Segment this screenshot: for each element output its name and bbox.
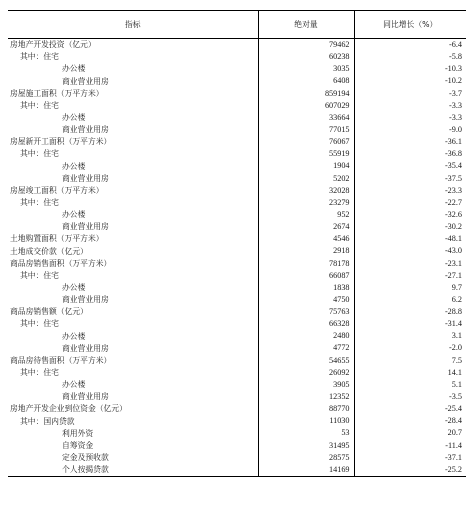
row-yoy-change: 7.5 [354, 355, 466, 367]
row-indicator-label: 定金及预收款 [62, 452, 109, 462]
row-indicator [8, 245, 258, 257]
table-row [8, 233, 466, 245]
row-yoy-change: -3.5 [354, 391, 466, 403]
row-absolute-value: 53 [258, 428, 354, 440]
row-indicator [8, 88, 258, 100]
table-row [8, 343, 466, 355]
row-indicator-label: 商业营业用房 [62, 295, 109, 305]
row-yoy-change: -23.1 [354, 258, 466, 270]
row-yoy-change: -25.4 [354, 403, 466, 415]
row-indicator-label: 商品房销售额（亿元） [10, 307, 88, 317]
row-indicator-label: 其中：住宅 [20, 52, 59, 62]
row-indicator-label: 办公楼 [62, 161, 86, 171]
row-indicator [8, 51, 258, 63]
table-row [8, 294, 466, 306]
row-absolute-value: 55919 [258, 148, 354, 160]
table-row [8, 88, 466, 100]
row-indicator-label: 其中：住宅 [20, 198, 59, 207]
table-row [8, 440, 466, 452]
header-absolute: 绝对量 [258, 11, 354, 39]
row-indicator-label: 土地购置面积（万平方米） [10, 234, 104, 244]
table-row [8, 75, 466, 87]
row-absolute-value: 75763 [258, 306, 354, 318]
row-indicator [8, 160, 258, 172]
header-indicator: 指标 [8, 11, 258, 39]
row-yoy-change: -6.4 [354, 39, 466, 52]
table-header [8, 11, 466, 39]
row-absolute-value: 2918 [258, 245, 354, 257]
row-yoy-change: 9.7 [354, 282, 466, 294]
row-indicator [8, 136, 258, 148]
row-indicator-label: 其中：国内贷款 [20, 416, 75, 426]
row-yoy-change: -37.1 [354, 452, 466, 464]
row-indicator-label: 房屋施工面积（万平方米） [10, 88, 104, 98]
row-indicator-label: 其中：住宅 [20, 319, 59, 329]
row-absolute-value: 32028 [258, 185, 354, 197]
table-row [8, 173, 466, 185]
row-indicator [8, 282, 258, 294]
row-yoy-change: -3.3 [354, 100, 466, 112]
row-absolute-value: 11030 [258, 415, 354, 427]
row-yoy-change: 5.1 [354, 379, 466, 391]
table-body [8, 39, 466, 477]
table-row [8, 428, 466, 440]
row-yoy-change: -36.8 [354, 148, 466, 160]
table-row [8, 112, 466, 124]
table-row [8, 258, 466, 270]
row-indicator-label: 商品房销售面积（万平方米） [10, 258, 112, 268]
row-indicator-label: 房地产开发企业到位资金（亿元） [10, 404, 127, 414]
row-absolute-value: 4750 [258, 294, 354, 306]
row-absolute-value: 60238 [258, 51, 354, 63]
table-row [8, 197, 466, 209]
row-indicator [8, 367, 258, 379]
row-yoy-change: -23.3 [354, 185, 466, 197]
row-indicator-label: 办公楼 [62, 331, 86, 341]
row-indicator [8, 379, 258, 391]
row-indicator-label: 商业营业用房 [62, 76, 109, 86]
row-yoy-change: -27.1 [354, 270, 466, 282]
row-yoy-change: -31.4 [354, 318, 466, 330]
row-indicator [8, 124, 258, 136]
row-indicator [8, 148, 258, 160]
table-row [8, 415, 466, 427]
row-indicator [8, 318, 258, 330]
table-row [8, 367, 466, 379]
row-yoy-change: -5.8 [354, 51, 466, 63]
row-absolute-value: 1838 [258, 282, 354, 294]
row-indicator [8, 343, 258, 355]
row-indicator [8, 355, 258, 367]
row-absolute-value: 78178 [258, 258, 354, 270]
table-row [8, 185, 466, 197]
table-row [8, 39, 466, 52]
row-yoy-change: -9.0 [354, 124, 466, 136]
row-yoy-change: -10.3 [354, 63, 466, 75]
row-indicator-label: 商业营业用房 [62, 343, 109, 353]
table-row [8, 391, 466, 403]
row-indicator [8, 428, 258, 440]
row-indicator-label: 办公楼 [62, 380, 86, 390]
row-absolute-value: 77015 [258, 124, 354, 136]
row-indicator [8, 403, 258, 415]
row-indicator-label: 办公楼 [62, 64, 86, 74]
row-yoy-change: -28.8 [354, 306, 466, 318]
row-indicator-label: 房屋竣工面积（万平方米） [10, 185, 104, 195]
table-row [8, 452, 466, 464]
row-yoy-change: -10.2 [354, 75, 466, 87]
table-row [8, 403, 466, 415]
table-row [8, 318, 466, 330]
table-row [8, 160, 466, 172]
statistics-table [8, 10, 466, 477]
row-absolute-value: 66328 [258, 318, 354, 330]
row-indicator-label: 利用外资 [62, 428, 94, 438]
row-absolute-value: 4546 [258, 233, 354, 245]
row-yoy-change: -30.2 [354, 221, 466, 233]
row-indicator [8, 294, 258, 306]
row-indicator [8, 391, 258, 403]
row-indicator-label: 商业营业用房 [62, 173, 109, 183]
row-absolute-value: 76067 [258, 136, 354, 148]
row-indicator-label: 办公楼 [62, 210, 86, 220]
row-indicator-label: 商业营业用房 [62, 222, 109, 232]
row-indicator-label: 其中：住宅 [20, 149, 59, 159]
row-indicator [8, 440, 258, 452]
row-yoy-change: 6.2 [354, 294, 466, 306]
row-yoy-change: -28.4 [354, 415, 466, 427]
row-absolute-value: 952 [258, 209, 354, 221]
row-indicator-label: 土地成交价款（亿元） [10, 246, 88, 256]
row-absolute-value: 88770 [258, 403, 354, 415]
row-absolute-value: 26092 [258, 367, 354, 379]
row-absolute-value: 33664 [258, 112, 354, 124]
row-indicator-label: 自筹资金 [62, 440, 94, 450]
row-indicator [8, 452, 258, 464]
row-yoy-change: 20.7 [354, 428, 466, 440]
row-absolute-value: 4772 [258, 343, 354, 355]
row-absolute-value: 66087 [258, 270, 354, 282]
row-absolute-value: 1904 [258, 160, 354, 172]
row-absolute-value: 23279 [258, 197, 354, 209]
table-row [8, 63, 466, 75]
row-yoy-change: 14.1 [354, 367, 466, 379]
header-yoy: 同比增长（%） [354, 11, 466, 39]
row-absolute-value: 2480 [258, 330, 354, 342]
row-yoy-change: -2.0 [354, 343, 466, 355]
row-indicator [8, 173, 258, 185]
row-indicator [8, 233, 258, 245]
row-yoy-change: -37.5 [354, 173, 466, 185]
row-indicator [8, 464, 258, 477]
table-row [8, 148, 466, 160]
table-row [8, 221, 466, 233]
row-absolute-value: 79462 [258, 39, 354, 52]
table-row [8, 355, 466, 367]
row-indicator-label: 其中：住宅 [20, 100, 59, 110]
row-indicator [8, 209, 258, 221]
row-yoy-change: -22.7 [354, 197, 466, 209]
row-indicator [8, 330, 258, 342]
row-indicator-label: 办公楼 [62, 282, 86, 292]
row-indicator-label: 个人按揭贷款 [62, 465, 109, 475]
row-yoy-change: -25.2 [354, 464, 466, 477]
row-yoy-change: -32.6 [354, 209, 466, 221]
row-indicator [8, 185, 258, 197]
table-row [8, 209, 466, 221]
row-indicator-label: 其中：住宅 [20, 270, 59, 280]
row-absolute-value: 28575 [258, 452, 354, 464]
row-absolute-value: 2674 [258, 221, 354, 233]
table-row [8, 100, 466, 112]
row-yoy-change: -3.7 [354, 88, 466, 100]
row-yoy-change: -43.0 [354, 245, 466, 257]
row-yoy-change: -3.3 [354, 112, 466, 124]
row-indicator [8, 100, 258, 112]
row-indicator [8, 221, 258, 233]
row-absolute-value: 3905 [258, 379, 354, 391]
table-row [8, 124, 466, 136]
row-yoy-change: -35.4 [354, 160, 466, 172]
table-row [8, 464, 466, 477]
row-absolute-value: 12352 [258, 391, 354, 403]
table-row [8, 136, 466, 148]
row-yoy-change: -48.1 [354, 233, 466, 245]
row-indicator-label: 其中：住宅 [20, 367, 59, 377]
row-indicator [8, 63, 258, 75]
row-absolute-value: 14169 [258, 464, 354, 477]
row-indicator-label: 房屋新开工面积（万平方米） [10, 137, 112, 147]
row-indicator [8, 75, 258, 87]
row-absolute-value: 859194 [258, 88, 354, 100]
row-yoy-change: 3.1 [354, 330, 466, 342]
row-absolute-value: 6408 [258, 75, 354, 87]
row-indicator-label: 商业营业用房 [62, 392, 109, 402]
table-row [8, 282, 466, 294]
row-absolute-value: 607029 [258, 100, 354, 112]
row-indicator [8, 270, 258, 282]
table-row [8, 270, 466, 282]
row-yoy-change: -36.1 [354, 136, 466, 148]
table-row [8, 306, 466, 318]
table-row [8, 51, 466, 63]
row-indicator [8, 39, 258, 52]
row-absolute-value: 54655 [258, 355, 354, 367]
row-indicator [8, 197, 258, 209]
row-absolute-value: 31495 [258, 440, 354, 452]
row-absolute-value: 3035 [258, 63, 354, 75]
header-row [8, 11, 466, 39]
row-absolute-value: 5202 [258, 173, 354, 185]
row-indicator [8, 258, 258, 270]
row-indicator-label: 房地产开发投资（亿元） [10, 40, 96, 50]
row-indicator [8, 112, 258, 124]
row-yoy-change: -11.4 [354, 440, 466, 452]
row-indicator [8, 306, 258, 318]
row-indicator [8, 415, 258, 427]
row-indicator-label: 商业营业用房 [62, 125, 109, 135]
table-row [8, 330, 466, 342]
table-row [8, 245, 466, 257]
row-indicator-label: 办公楼 [62, 113, 86, 123]
row-indicator-label: 商品房待售面积（万平方米） [10, 355, 112, 365]
table-row [8, 379, 466, 391]
